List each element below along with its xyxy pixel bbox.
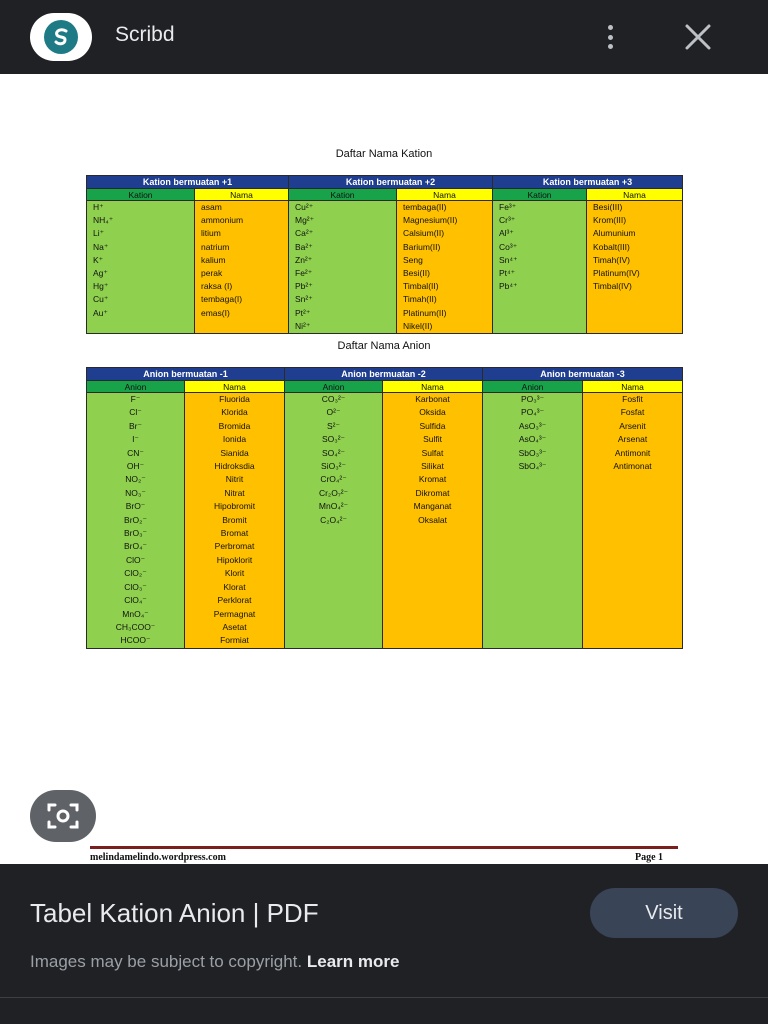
table-cell: Permagnat [213,608,256,619]
table-cell: Timah(II) [403,294,437,305]
table-cell: I⁻ [132,434,139,445]
table-cell: Na⁺ [93,241,109,252]
table-cell: Manganat [413,501,452,512]
ion-column [87,393,185,649]
top-bar [0,0,768,74]
table-cell: Asetat [222,621,247,632]
visit-button[interactable]: Visit [590,888,738,938]
anion-group-header: Anion bermuatan -1 [87,368,285,381]
table-cell: F⁻ [130,394,141,404]
table-cell: ClO₃⁻ [124,581,147,592]
column-header: Nama [383,381,483,393]
table-cell: emas(I) [201,307,230,318]
table-cell: Zn²⁺ [295,254,313,265]
column-header: Nama [195,189,289,201]
kation-group-header: Kation bermuatan +3 [493,176,683,189]
table-cell: Pb⁴⁺ [499,281,518,292]
site-name: Scribd [115,23,175,46]
table-cell: Br⁻ [129,420,142,431]
table-cell: Nikel(II) [403,320,433,331]
table-cell: tembaga(I) [201,294,243,305]
table-cell: O²⁻ [326,407,341,418]
table-cell: Klorit [224,568,245,579]
table-cell: Fosfit [622,394,643,404]
footer-page-number: Page 1 [635,852,664,863]
table-cell: SbO₄³⁻ [518,461,547,472]
table-cell: Cu⁺ [93,294,109,305]
column-header: Nama [583,381,683,393]
table-cell: CrO₄²⁻ [320,474,347,485]
scribd-logo-icon[interactable] [30,13,92,61]
table-cell: ClO₂⁻ [124,568,147,579]
table-cell: Cl⁻ [129,407,142,418]
anion-group-header: Anion bermuatan -3 [483,368,683,381]
table-cell: perak [201,268,223,279]
document-preview[interactable] [0,74,768,864]
table-cell: Pb²⁺ [295,281,313,292]
table-cell: AsO₄³⁻ [518,434,547,445]
table-cell: Cu²⁺ [295,202,314,212]
table-cell: Timah(IV) [593,254,630,265]
table-cell: Krom(III) [593,215,627,226]
table-cell: Fe²⁺ [295,268,313,279]
column-header: Nama [587,189,683,201]
table-cell: Hipoklorit [216,554,253,565]
close-icon[interactable] [683,22,713,52]
table-cell: Kromat [418,474,447,485]
table-cell: OH⁻ [126,461,145,472]
table-cell: K⁺ [93,254,104,265]
learn-more-link[interactable]: Learn more [306,952,400,971]
table-cell: Sulfit [423,434,442,445]
table-cell: Platinum(II) [403,307,447,318]
kation-title: Daftar Nama Kation [335,148,433,160]
table-cell: Hg⁺ [93,281,109,292]
result-title[interactable]: Tabel Kation Anion | PDF [30,898,319,928]
table-cell: Cr³⁺ [499,215,516,226]
table-cell: PO₄³⁻ [520,407,545,418]
table-cell: S²⁻ [327,420,341,431]
table-cell: ammonium [201,215,244,226]
ion-column [493,201,587,334]
table-cell: ClO₄⁻ [124,595,147,606]
table-cell: asam [201,202,222,212]
table-cell: kalium [201,254,226,265]
table-cell: NO₃⁻ [125,487,146,498]
column-header: Kation [289,189,397,201]
column-header: Nama [185,381,285,393]
table-cell: natrium [201,241,230,252]
table-cell: Besi(II) [403,268,430,279]
kation-table [86,175,683,334]
anion-group-header: Anion bermuatan -2 [285,368,483,381]
table-cell: Sulfida [419,420,446,431]
ion-column [289,201,397,334]
table-cell: Sulfat [421,447,444,458]
table-cell: Ca²⁺ [295,228,314,239]
table-cell: Li⁺ [93,228,105,239]
name-column [583,393,683,649]
table-cell: Silikat [421,461,444,472]
table-cell: SO₄²⁻ [321,447,346,458]
table-cell: ClO⁻ [125,554,146,565]
name-column [397,201,493,334]
table-cell: Barium(II) [403,241,441,252]
table-cell: Klorat [223,581,246,592]
column-header: Anion [483,381,583,393]
table-cell: Fe³⁺ [499,202,517,212]
table-cell: Antimonat [613,461,652,472]
lens-search-icon[interactable] [30,790,96,842]
name-column [383,393,483,649]
table-cell: Bromat [220,528,249,539]
table-cell: Besi(III) [593,202,623,212]
column-header: Nama [397,189,493,201]
table-cell: NH₄⁺ [93,215,114,226]
footer-rule [90,846,678,849]
table-cell: Oksalat [418,514,447,525]
table-cell: Calsium(II) [403,228,445,239]
table-cell: Ionida [222,434,247,445]
table-cell: Oksida [419,407,446,418]
table-cell: Ag⁺ [93,268,108,279]
table-cell: Nitrit [225,474,244,485]
table-cell: Perklorat [217,595,252,606]
table-cell: Seng [403,254,423,265]
table-cell: Arsenit [619,420,646,431]
name-column [195,201,289,334]
ion-column [87,201,195,334]
name-column [185,393,285,649]
table-cell: BrO₃⁻ [123,528,148,539]
table-cell: Co³⁺ [499,241,518,252]
table-cell: Hipobromit [213,501,256,512]
table-cell: PO₃³⁻ [521,394,545,404]
table-cell: Sianida [220,447,249,458]
table-cell: BrO⁻ [125,501,146,512]
table-cell: Fluorida [219,394,250,404]
table-cell: Al³⁺ [499,228,514,239]
table-cell: Perbromat [214,541,255,552]
copyright-text: Images may be subject to copyright. [30,952,303,971]
table-cell: Bromida [218,420,251,431]
table-cell: Antimonit [614,447,651,458]
column-header: Kation [87,189,195,201]
table-cell: Timbal(IV) [593,281,632,292]
table-cell: H⁺ [93,202,104,212]
anion-table [86,367,683,649]
table-cell: C₂O₄²⁻ [320,514,347,525]
ion-column [285,393,383,649]
column-header: Kation [493,189,587,201]
name-column [587,201,683,334]
table-cell: MnO₄²⁻ [318,501,349,512]
more-vert-icon[interactable] [598,22,622,52]
table-cell: HCOO⁻ [120,635,151,646]
table-cell: Hidroksdia [214,461,255,472]
table-cell: Nitrat [224,487,245,498]
table-cell: tembaga(II) [403,202,447,212]
table-cell: NO₂⁻ [125,474,146,485]
kation-group-header: Kation bermuatan +1 [87,176,289,189]
table-cell: CH₃COO⁻ [115,621,156,632]
table-cell: Kobalt(III) [593,241,630,252]
table-cell: CN⁻ [127,447,144,458]
table-cell: Mg²⁺ [295,215,315,226]
table-cell: raksa (I) [201,281,233,292]
table-cell: SiO₃²⁻ [321,461,346,472]
table-cell: Alumunium [593,228,636,239]
table-cell: BrO₄⁻ [123,541,148,552]
table-cell: MnO₄⁻ [122,608,149,619]
table-cell: Arsenat [617,434,648,445]
table-cell: Karbonat [415,394,450,404]
column-header: Anion [285,381,383,393]
table-cell: Timbal(II) [403,281,439,292]
divider [0,997,768,998]
table-cell: Formiat [220,635,249,646]
table-cell: Pt²⁺ [295,307,311,318]
table-cell: Sn²⁺ [295,294,313,305]
kation-group-header: Kation bermuatan +2 [289,176,493,189]
table-cell: SbO₃³⁻ [518,447,547,458]
table-cell: Ba²⁺ [295,241,313,252]
copyright-notice [30,952,399,972]
table-cell: CO₃²⁻ [321,394,346,404]
table-cell: Fosfat [620,407,645,418]
table-cell: Klorida [221,407,248,418]
column-header: Anion [87,381,185,393]
anion-title: Daftar Nama Anion [337,340,431,352]
table-cell: SO₃²⁻ [321,434,346,445]
ion-column [483,393,583,649]
table-cell: Ni²⁺ [295,320,311,331]
table-cell: litium [201,228,221,239]
table-cell: Magnesium(II) [403,215,458,226]
table-cell: Pt⁴⁺ [499,268,516,279]
table-cell: Bromit [222,514,247,525]
table-cell: Au⁺ [93,307,108,318]
table-cell: Dikromat [415,487,450,498]
table-cell: Sn⁴⁺ [499,254,518,265]
table-cell: Cr₂O₇²⁻ [318,487,349,498]
table-cell: Platinum(IV) [593,268,640,279]
table-cell: BrO₂⁻ [124,514,147,525]
table-cell: AsO₃³⁻ [518,420,547,431]
footer-url: melindamelindo.wordpress.com [90,852,226,863]
result-panel [0,864,768,1024]
